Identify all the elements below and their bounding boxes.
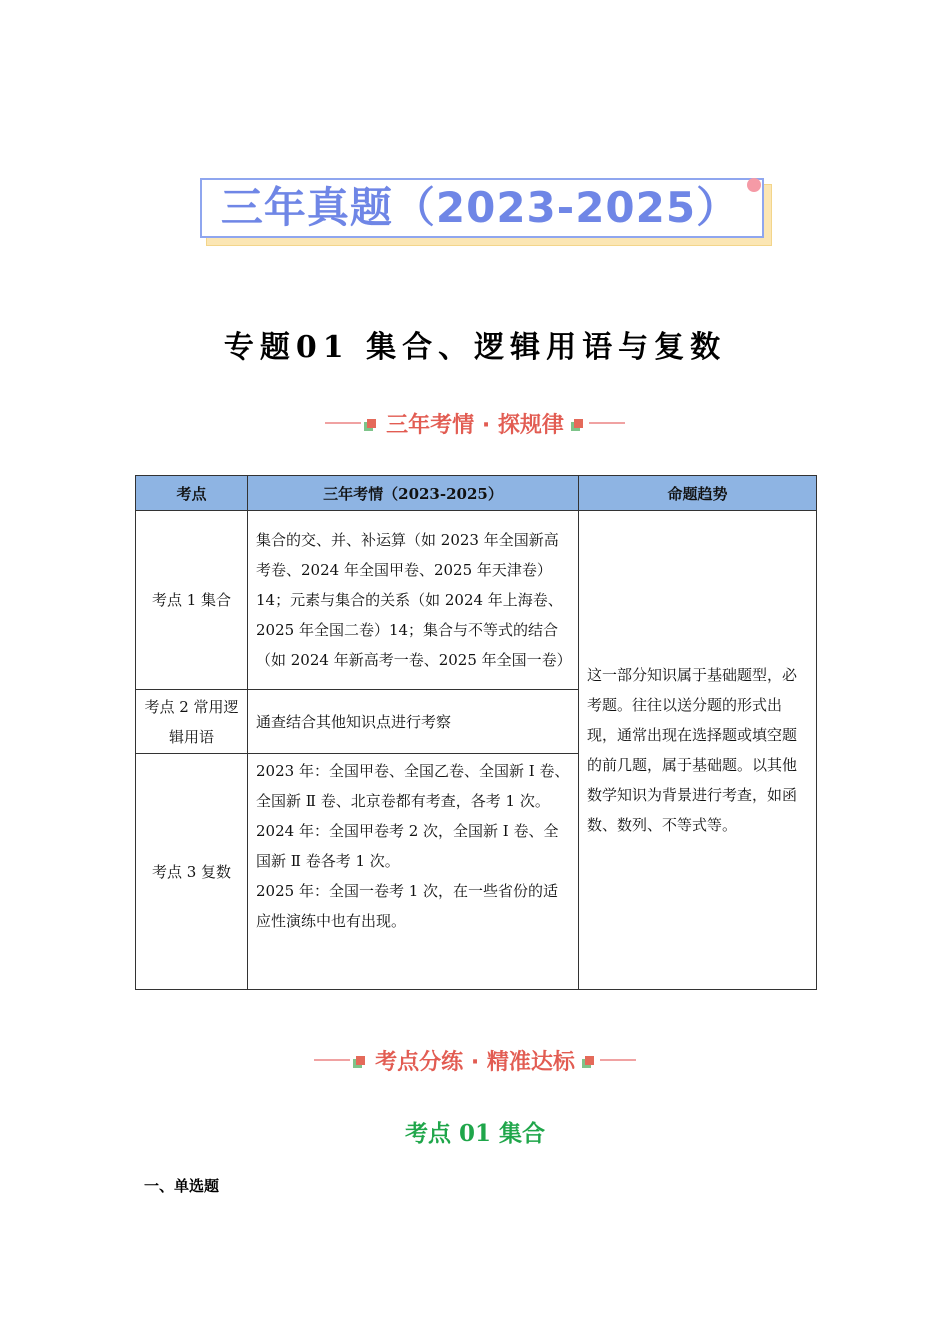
exam-analysis-table	[135, 475, 817, 990]
table-header-row	[136, 476, 817, 511]
decor-square-right	[585, 1056, 594, 1065]
document-title: 专题01 集合、逻辑用语与复数	[223, 330, 727, 365]
decor-square-left	[356, 1056, 365, 1065]
detail-paragraph: 2023 年：全国甲卷、全国乙卷、全国新 Ⅰ 卷、全国新 Ⅱ 卷、北京卷都有考查，各考 1 次。	[256, 762, 570, 810]
detail-cell	[248, 754, 579, 990]
decor-line-left	[325, 422, 361, 424]
decor-line-right	[589, 422, 625, 424]
table-row	[136, 511, 817, 690]
decor-line-right	[600, 1059, 636, 1061]
section-header-label: 考点分练 · 精准达标	[375, 1049, 575, 1075]
header-three-year: 三年考情（2023-2025）	[248, 476, 579, 511]
topic-cell: 考点 1 集合	[136, 511, 248, 690]
header-topic: 考点	[136, 476, 248, 511]
decor-line-left	[314, 1059, 350, 1061]
point-title: 考点 01 集合	[404, 1120, 546, 1147]
decor-square-right	[574, 419, 583, 428]
detail-cell: 集合的交、并、补运算（如 2023 年全国新高考卷、2024 年全国甲卷、2025 年天津卷）14；元素与集合的关系（如 2024 年上海卷、2025 年全国二卷）14；集合与不等式的结合（如 2024 年新高考一卷、2025 年全国一卷）	[248, 511, 579, 690]
detail-paragraph: 2024 年：全国甲卷考 2 次，全国新 Ⅰ 卷、全国新 Ⅱ 卷各考 1 次。	[256, 822, 559, 870]
detail-paragraph: 2025 年：全国一卷考 1 次，在一些省份的适应性演练中也有出现。	[256, 882, 559, 930]
title-banner	[200, 178, 768, 244]
decor-square-left	[367, 419, 376, 428]
topic-cell: 考点 3 复数	[136, 754, 248, 990]
topic-cell: 考点 2 常用逻辑用语	[136, 690, 248, 754]
trend-cell: 这一部分知识属于基础题型，必考题。往往以送分题的形式出现，通常出现在选择题或填空题的前几题，属于基础题。以其他数学知识为背景进行考查，如函数、数列、不等式等。	[579, 511, 817, 990]
banner-title: 三年真题（2023-2025）	[220, 183, 740, 232]
section-header-exam-analysis	[0, 405, 950, 441]
detail-cell: 通查结合其他知识点进行考察	[248, 690, 579, 754]
section-header-label: 三年考情 · 探规律	[386, 412, 564, 438]
banner-dot-decoration	[747, 178, 761, 192]
question-type-heading: 一、单选题	[144, 1177, 220, 1195]
header-trend: 命题趋势	[579, 476, 817, 511]
section-header-practice	[0, 1042, 950, 1078]
